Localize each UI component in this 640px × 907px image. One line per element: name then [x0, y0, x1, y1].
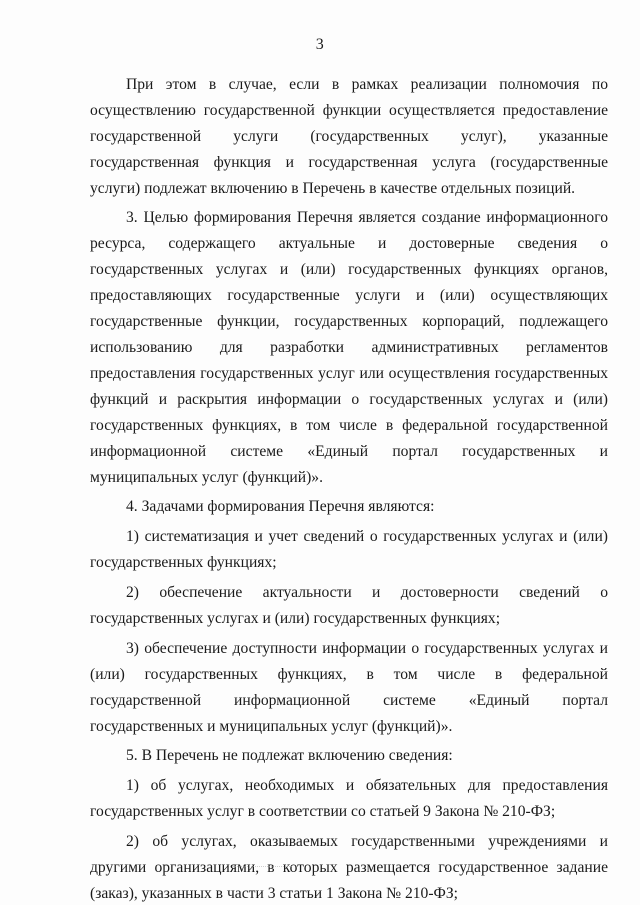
document-body: [90, 72, 608, 907]
paragraph-4: 4. Задачами формирования Перечня являются:: [126, 498, 435, 515]
list-item-4-3: 3) обеспечение доступности информации о государственных услугах и (или) государственных функциях, в том числе в федеральной государственной информационной системе «Единый портал государственных и муниципальных услуг (функций)».: [90, 640, 608, 735]
list-item-5-2: 2) об услугах, оказываемых государственными учреждениями и другими организациями, в которых размещается государственное задание (заказ), указанных в части 3 статьи 1 Закона № 210-ФЗ;: [90, 833, 608, 902]
paragraph-continuation: При этом в случае, если в рамках реализации полномочия по осуществлению государственной функции осуществляется предоставление государственной услуги (государственных услуг), указанные государственная функция и государственная услуга (государственные услуги) подлежат включению в Перечень в качестве отдельных позиций.: [90, 76, 608, 197]
page-number: 3: [315, 36, 325, 53]
paragraph-3: 3. Целью формирования Перечня является создание информационного ресурса, содержащего актуальные и достоверные сведения о государственных услугах и (или) государственных функциях органов, предоставляющих государственные услуги и (или) осуществляющих государственные функции, государственных корпораций, подлежащего использованию для разработки административных регламентов предоставления государственных услуг или осуществления государственных функций и раскрытия информации о государственных услугах и (или) государственных функциях, в том числе в федеральной государственной информационной системе «Единый портал государственных и муниципальных услуг (функций)».: [90, 209, 608, 486]
list-item-4-2: 2) обеспечение актуальности и достоверности сведений о государственных услугах и (или) государственных функциях;: [90, 584, 608, 627]
scan-artifact: [232, 866, 292, 869]
list-item-4-1: 1) систематизация и учет сведений о государственных услугах и (или) государственных функциях;: [90, 528, 608, 571]
list-item-5-1: 1) об услугах, необходимых и обязательных для предоставления государственных услуг в соответствии со статьей 9 Закона № 210-ФЗ;: [90, 777, 608, 820]
paragraph-5: 5. В Перечень не подлежат включению сведения:: [126, 747, 453, 764]
